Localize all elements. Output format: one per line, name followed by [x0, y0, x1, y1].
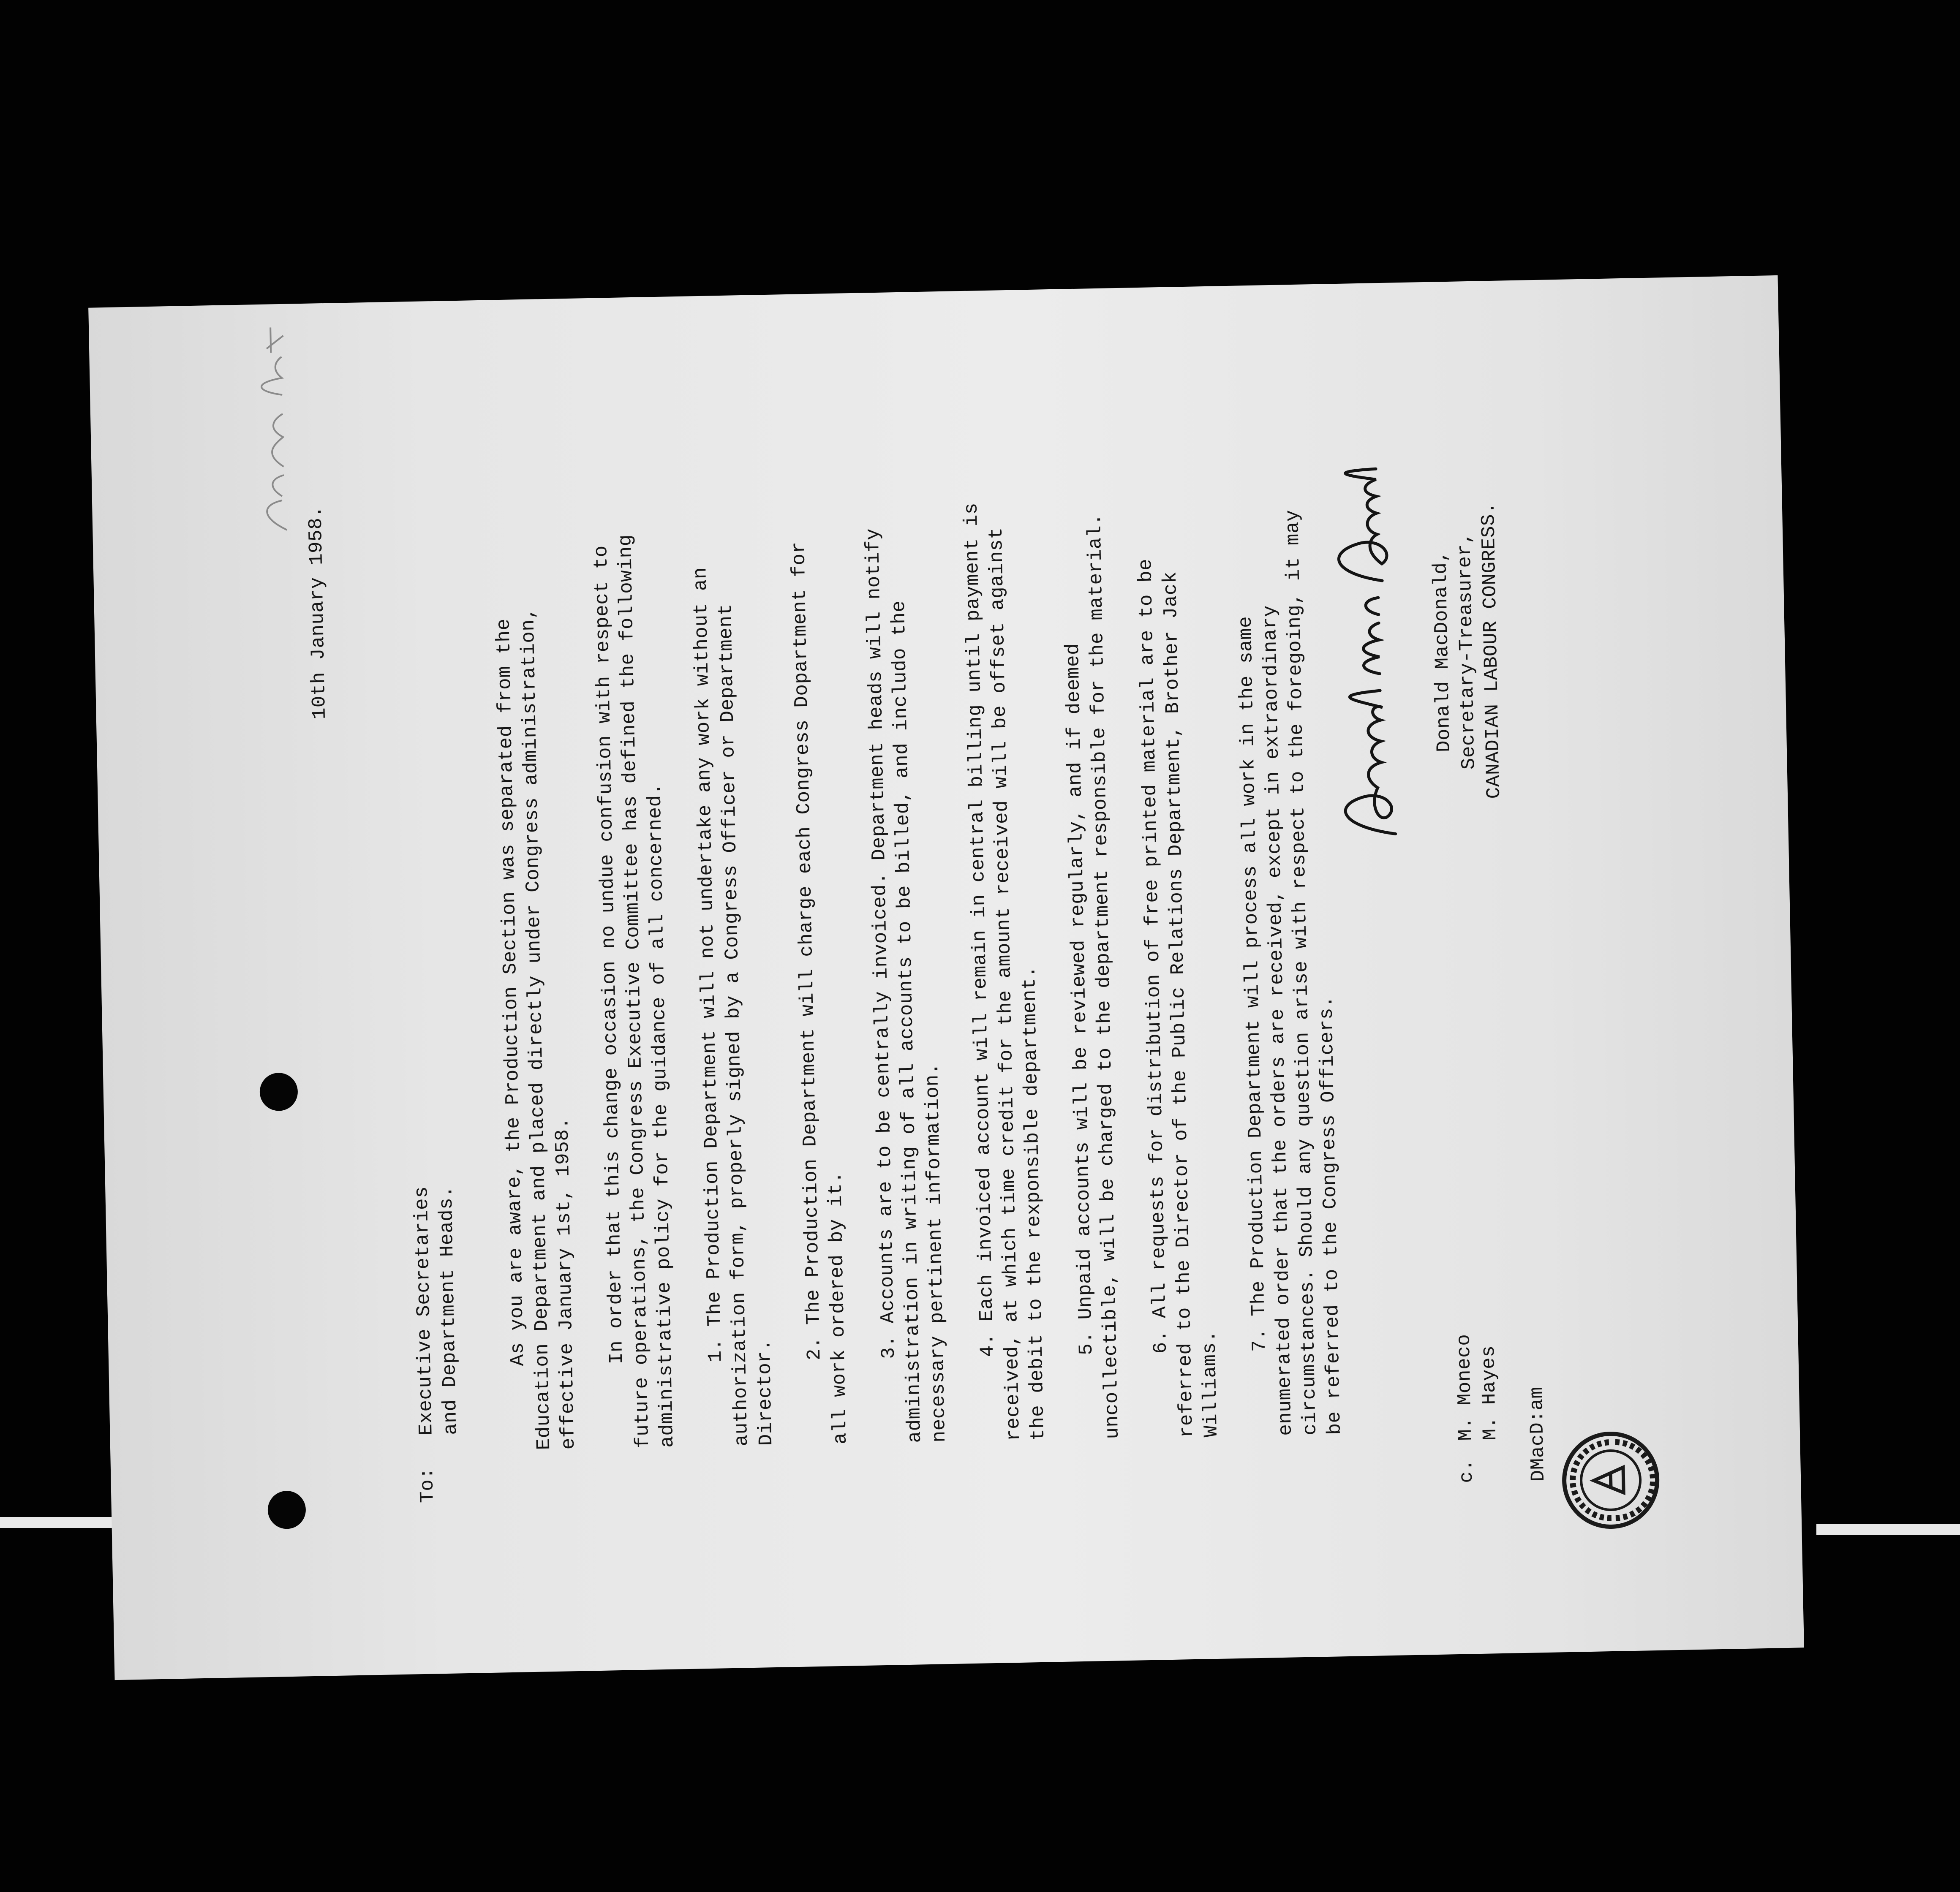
letter-page	[88, 275, 1804, 1680]
recipient-line-1: Executive Secretaries	[411, 1186, 438, 1436]
policy-item-5: 5. Unpaid accounts will be reviewed regularly, and if deemed uncollectible, will be charged to the department responsible for the material.	[1062, 513, 1124, 1440]
handwritten-signature	[1308, 462, 1417, 844]
policy-item-7: 7. The Production Department will process all work in the same enumerated order that the orders are received, except in extraordinary circumstances. Should any question arise with respect to the foregoing, it may be referred to the Congress Officers.	[1234, 509, 1346, 1436]
policy-item-3: 3. Accounts are to be centrally invoiced. Department heads will notify administration in writing of all accounts to be billed, and includo the necessary pertinent information.	[862, 528, 951, 1443]
cc-recipient: M. Moneco	[1453, 1334, 1477, 1441]
cc-recipient: M. Hayes	[1477, 1345, 1502, 1441]
cc-label: c.	[1455, 1459, 1478, 1484]
reference-initials: DMacD:am	[1525, 1386, 1550, 1482]
letter-body	[489, 484, 1372, 1451]
carbon-copy-list	[1451, 1333, 1503, 1483]
union-seal-stamp	[1559, 1429, 1663, 1532]
signatory-block	[1427, 481, 1507, 821]
policy-item-4: 4. Each invoiced account will remain in central billing until payment is received, at which time credit for the amount received will be offset against the debit to the rexponsible department.	[960, 502, 1050, 1441]
signatory-name: Donald MacDonald,	[1429, 550, 1455, 753]
pencil-annotation	[241, 314, 304, 535]
policy-item-6: 6. All requests for distribution of free printed material are to be referred to the Director of the Public Relations Department, Brother Jack Williams.	[1135, 558, 1223, 1438]
film-edge-left	[0, 1517, 118, 1528]
letter-content	[218, 415, 1674, 1541]
recipient-block	[409, 1185, 464, 1503]
paragraph-purpose: In order that this change occasion no undue confusion with respect to future operations, the Congress Executive Committee has defined the following administrative policy for the guidance of all concerned.	[590, 534, 679, 1449]
signatory-organization: CANADIAN LABOUR CONGRESS.	[1477, 502, 1505, 799]
pencil-annotation-scribble	[241, 314, 304, 535]
paragraph-intro: As you are aware, the Production Section was separated from the Education Department and placed directly under Congress administration, effective January 1st, 1958.	[493, 607, 580, 1450]
handwritten-signature-area	[1317, 462, 1434, 844]
letter-date: 10th January 1958.	[305, 506, 331, 720]
policy-item-2: 2. The Production Department will charge each Congress Dopartment for all work ordered by it.	[788, 541, 852, 1445]
film-edge-right	[1816, 1524, 1960, 1535]
to-label: To:	[416, 1467, 439, 1503]
policy-item-1: 1. The Production Department will not undertake any work without an authorization form, properly signed by a Congress Officer or Department Director.	[689, 567, 778, 1446]
recipient-line-2: and Department Heads.	[435, 1185, 462, 1435]
signatory-title: Secretary-Treasurer,	[1453, 532, 1480, 770]
